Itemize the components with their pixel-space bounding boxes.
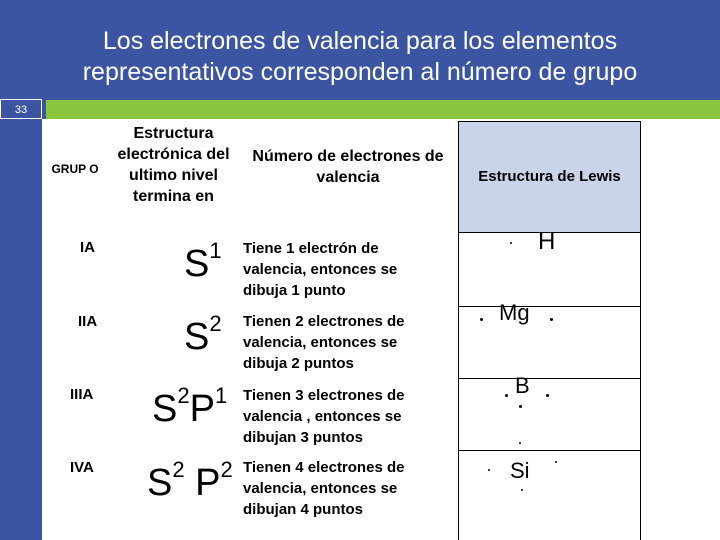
config-iia (184, 311, 222, 358)
header-numero: Número de electrones de valencia (252, 148, 444, 186)
electron-dot (488, 469, 490, 471)
header-lewis: Estructura de Lewis (478, 168, 621, 185)
electron-dot (521, 489, 523, 491)
config-iva (147, 457, 233, 504)
group-label-iiia: IIIA (70, 386, 94, 403)
description-ia: Tiene 1 electrón de valencia, entonces se dibuja 1 punto (243, 240, 398, 299)
config-base: S (152, 388, 178, 430)
config-base-2: P (184, 462, 221, 504)
header-grupo: GRUP O (51, 162, 99, 176)
lewis-row-divider-2 (458, 378, 641, 379)
lewis-column-right-border (640, 232, 641, 540)
electron-dot (505, 394, 508, 397)
config-superscript-2: 2 (220, 457, 233, 482)
accent-bar (46, 100, 720, 119)
group-label-iia: IIA (78, 313, 98, 330)
electron-dot (550, 318, 553, 321)
electron-dot (480, 318, 483, 321)
title-line-1: Los electrones de valencia para los elementos (102, 27, 618, 55)
electron-dot (519, 442, 521, 444)
electron-dot (555, 461, 557, 463)
config-superscript: 2 (209, 311, 222, 336)
lewis-symbol-mg: Mg (499, 300, 530, 325)
description-iia: Tienen 2 electrones de valencia, entonces se dibuja 2 puntos (243, 313, 405, 372)
config-iiia (152, 383, 228, 430)
config-base: S (147, 462, 173, 504)
config-base: S (184, 243, 210, 285)
group-label-iva: IVA (70, 459, 94, 476)
lewis-symbol-h: H (538, 228, 556, 255)
slide-number: 33 (0, 99, 42, 119)
description-iva: Tienen 4 electrones de valencia, entonces se dibujan 4 puntos (243, 459, 405, 518)
config-superscript: 1 (209, 238, 222, 263)
title-line-2: representativos corresponden al número de grupo (82, 58, 638, 86)
config-ia (184, 238, 222, 285)
lewis-row-divider-1 (458, 306, 641, 307)
slide-title (0, 26, 720, 88)
config-base: S (184, 316, 210, 358)
config-base-2: P (189, 388, 215, 430)
config-superscript: 2 (172, 457, 185, 482)
config-superscript: 2 (177, 383, 190, 408)
description-iiia: Tienen 3 electrones de valencia , entonces se dibujan 3 puntos (243, 387, 405, 446)
lewis-row-divider-3 (458, 450, 641, 451)
electron-dot (510, 242, 512, 244)
electron-dot (546, 394, 549, 397)
lewis-symbol-si: Si (510, 458, 530, 483)
header-estructura: Estructura electrónica del ultimo nivel termina en (117, 125, 230, 205)
lewis-symbol-b: B (515, 373, 530, 398)
config-superscript-2: 1 (214, 383, 228, 408)
electron-dot (519, 405, 522, 408)
group-label-ia: IA (80, 239, 95, 256)
lewis-column-left-border (458, 232, 459, 540)
